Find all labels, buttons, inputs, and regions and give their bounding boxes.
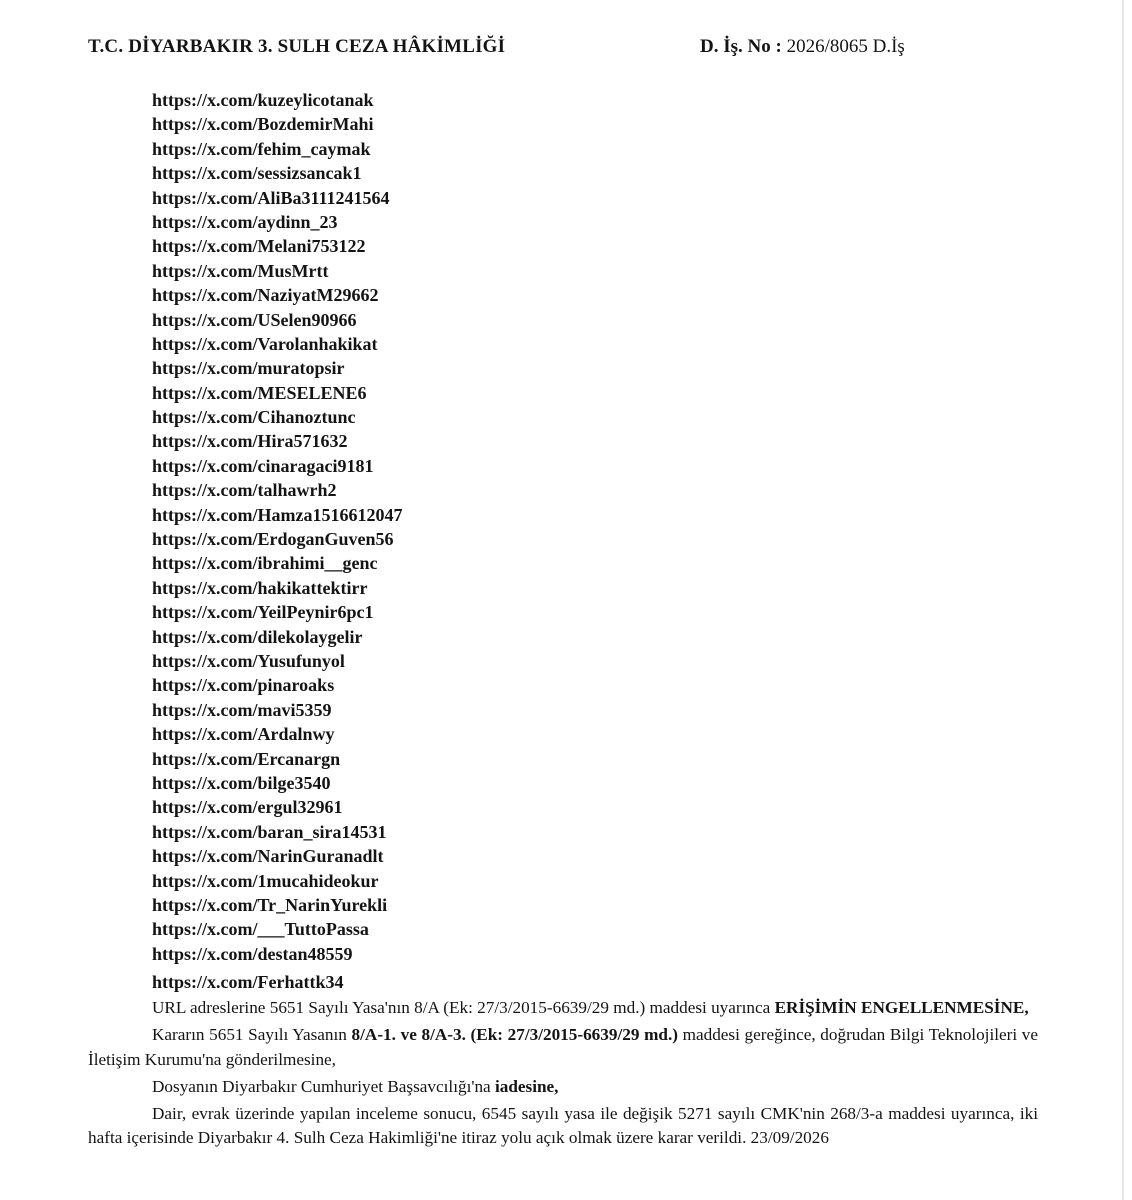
paragraph-text: Kararın 5651 Sayılı Yasanın — [152, 1025, 352, 1045]
url-item: https://x.com/Ardalnwy — [152, 724, 335, 745]
url-item: https://x.com/destan48559 — [152, 943, 353, 964]
decision-text — [88, 996, 1038, 1151]
url-item: https://x.com/___TuttoPassa — [152, 919, 369, 940]
url-item: https://x.com/hakikattektirr — [152, 577, 368, 598]
url-item: https://x.com/pinaroaks — [152, 675, 335, 696]
url-item: https://x.com/sessizsancak1 — [152, 163, 362, 184]
url-item: https://x.com/MusMrtt — [152, 260, 329, 281]
url-item: https://x.com/MESELENE6 — [152, 382, 367, 403]
url-item: https://x.com/dilekolaygelir — [152, 626, 363, 647]
paragraph-bold-text: iadesine, — [494, 1076, 559, 1096]
url-item: https://x.com/USelen90966 — [152, 309, 357, 330]
url-item: https://x.com/cinaragaci9181 — [152, 455, 374, 476]
paragraph-appeal-notice — [88, 1102, 1038, 1151]
url-item: https://x.com/Yusufunyol — [152, 650, 345, 671]
paragraph-return-file — [88, 1075, 1038, 1099]
url-item: https://x.com/talhawrh2 — [152, 480, 337, 501]
url-item: https://x.com/ergul32961 — [152, 797, 343, 818]
url-item: https://x.com/NarinGuranadlt — [152, 846, 384, 867]
url-item: https://x.com/Ercanargn — [152, 748, 341, 769]
paragraph-text: Dair, evrak üzerinde yapılan inceleme sonucu, 6545 sayılı yasa ile değişik 5271 sayılı CMK'nin 268/3-a maddesi uyarınca, iki hafta içerisinde Diyarbakır 4. Sulh Ceza Hakimliği'ne itiraz yolu açık olmak üzere karar verildi. 23/09/2026 — [88, 1104, 1038, 1148]
url-item: https://x.com/Hira571632 — [152, 431, 348, 452]
url-item: https://x.com/ErdoganGuven56 — [152, 529, 394, 550]
court-name: T.C. DİYARBAKIR 3. SULH CEZA HÂKİMLİĞİ — [88, 36, 506, 57]
url-list — [152, 88, 402, 994]
paragraph-access-block — [88, 996, 1038, 1020]
paragraph-text: maddesi gereğince, doğrudan Bilgi Teknolojileri ve İletişim Kurumu'na gönderilmesine, — [88, 1025, 1038, 1069]
url-item: https://x.com/baran_sira14531 — [152, 821, 387, 842]
url-item: https://x.com/Varolanhakikat — [152, 333, 378, 354]
paragraph-bold-text: ERİŞİMİN ENGELLENMESİNE, — [774, 998, 1029, 1017]
url-item: https://x.com/ibrahimi__genc — [152, 553, 378, 574]
url-item: https://x.com/NaziyatM29662 — [152, 285, 379, 306]
url-item: https://x.com/YeilPeynir6pc1 — [152, 602, 374, 623]
url-item: https://x.com/BozdemirMahi — [152, 114, 374, 135]
case-number-value: 2026/8065 D.İş — [786, 36, 905, 57]
url-item: https://x.com/Hamza1516612047 — [152, 504, 403, 525]
paragraph-bold-text: 8/A-1. ve 8/A-3. (Ek: 27/3/2015-6639/29 md.) — [351, 1025, 678, 1045]
url-item: https://x.com/1mucahideokur — [152, 870, 379, 891]
url-item: https://x.com/Melani753122 — [152, 236, 366, 257]
paragraph-btk-notice — [88, 1023, 1038, 1072]
url-item: https://x.com/Cihanoztunc — [152, 407, 356, 428]
url-item: https://x.com/kuzeylicotanak — [152, 90, 374, 110]
document-header — [88, 36, 1038, 62]
url-item: https://x.com/mavi5359 — [152, 699, 332, 720]
paragraph-text: URL adreslerine 5651 Sayılı Yasa'nın 8/A (Ek: 27/3/2015-6639/29 md.) maddesi uyarınca — [152, 998, 775, 1017]
url-item: https://x.com/bilge3540 — [152, 772, 331, 793]
case-number — [700, 36, 905, 58]
url-item: https://x.com/fehim_caymak — [152, 138, 371, 159]
url-item: https://x.com/Tr_NarinYurekli — [152, 894, 388, 915]
paragraph-text: Dosyanın Diyarbakır Cumhuriyet Başsavcılığı'na — [152, 1076, 495, 1096]
url-item: https://x.com/muratopsir — [152, 358, 345, 379]
url-item: https://x.com/Ferhattk34 — [152, 972, 344, 993]
url-item: https://x.com/AliBa3111241564 — [152, 187, 390, 208]
url-item: https://x.com/aydinn_23 — [152, 211, 338, 232]
case-number-label: D. İş. No : — [700, 36, 782, 57]
